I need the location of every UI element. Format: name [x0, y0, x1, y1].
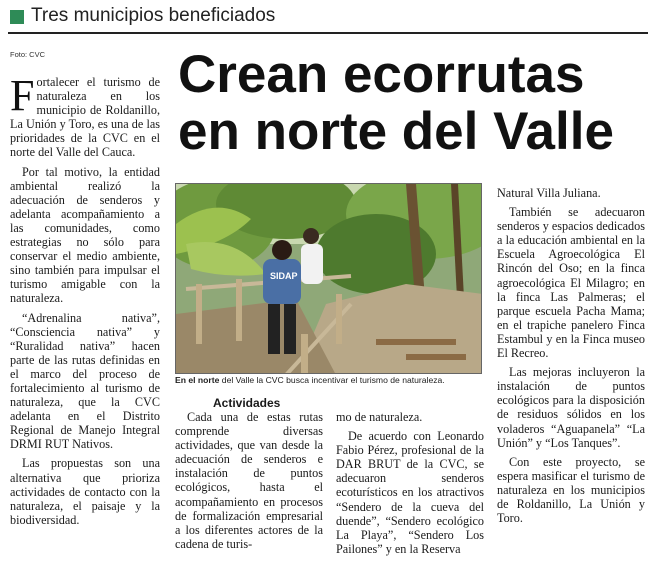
trail-photo-illustration: [176, 184, 482, 374]
photo-credit: Foto: CVC: [10, 50, 46, 59]
headline-line-2: en norte del Valle: [178, 102, 614, 161]
paragraph: Por tal motivo, la entidad ambiental realizó la adecuación de senderos y adelanta acompañamiento a las comunidades, como estrategias no sólo para conservar el medio ambiente, sino también para impulsar el turismo amigable con la naturaleza.: [10, 164, 160, 306]
column-3: [336, 410, 484, 561]
drop-cap: F: [10, 71, 35, 120]
paragraph: “Adrenalina nativa”, “Consciencia nativa” y “Ruralidad nativa” hacen parte de las rutas definidas en el marco del proceso de fortalecimiento al turismo de naturaleza, que la CVC adelanta en el Distrito Regional de Manejo Integral DRMI RUT Nativos.: [10, 310, 160, 452]
headline: [178, 46, 648, 160]
photo-caption: En el norte del Valle la CVC busca incentivar el turismo de naturaleza.: [175, 375, 445, 385]
section-rule: [8, 32, 648, 34]
paragraph: Las mejoras incluyeron la instalación de puntos ecológicos para la disposición de residuos sólidos en los voladeros “Aguapanela” “La Unión” y “Los Tanques”.: [497, 365, 645, 450]
paragraph: Cada una de estas rutas comprende diversas actividades, que van desde la adecuación de senderos e instalación de puntos ecológicos, hasta el acompañamiento en procesos de formalización empresarial a los diferentes actores de la cadena de turis-: [175, 410, 323, 551]
shirt-text: SIDAP: [270, 271, 298, 281]
section-title: Tres municipios beneficiados: [31, 5, 276, 26]
paragraph: También se adecuaron senderos y espacios dedicados a la educación ambiental en la Escuela Agroecológica El Rincón del Oso; en la finca agroecológica El Milagro; en la finca Las Palmeras; el parque escuela Pacha Mama; en el trapiche panelero Finca Estambul y en la Finca museo El Recreo.: [497, 205, 645, 361]
column-1: [10, 71, 160, 532]
article-photo: [175, 183, 482, 374]
paragraph: De acuerdo con Leonardo Fabio Pérez, profesional de la DAR BRUT de la CVC, se adecuaron senderos ecoturísticos en los atractivos “Sendero de la cueva del duende”, “Sendero ecológico La Playa”, “Sendero Los Pailones” y en la Reserva: [336, 429, 484, 556]
paragraph: Las propuestas son una alternativa que prioriza actividades de contacto con la naturaleza, el paisaje y la biodiversidad.: [10, 456, 160, 527]
column-4: [497, 186, 645, 530]
subheading: Actividades: [213, 396, 281, 410]
paragraph: Con este proyecto, se espera masificar el turismo de naturaleza en los municipios de Roldanillo, La Unión y Toro.: [497, 454, 645, 526]
paragraph: Natural Villa Juliana.: [497, 186, 601, 200]
paragraph: Fortalecer el turismo de naturaleza en los municipio de Roldanillo, La Unión y Toro, es una de las prioridades de la CVC en el norte del Valle del Cauca.: [10, 71, 160, 160]
headline-line-1: Crean ecorrutas: [178, 45, 585, 104]
section-marker: [10, 10, 24, 24]
paragraph: mo de naturaleza.: [336, 410, 423, 424]
column-2: [175, 410, 323, 556]
